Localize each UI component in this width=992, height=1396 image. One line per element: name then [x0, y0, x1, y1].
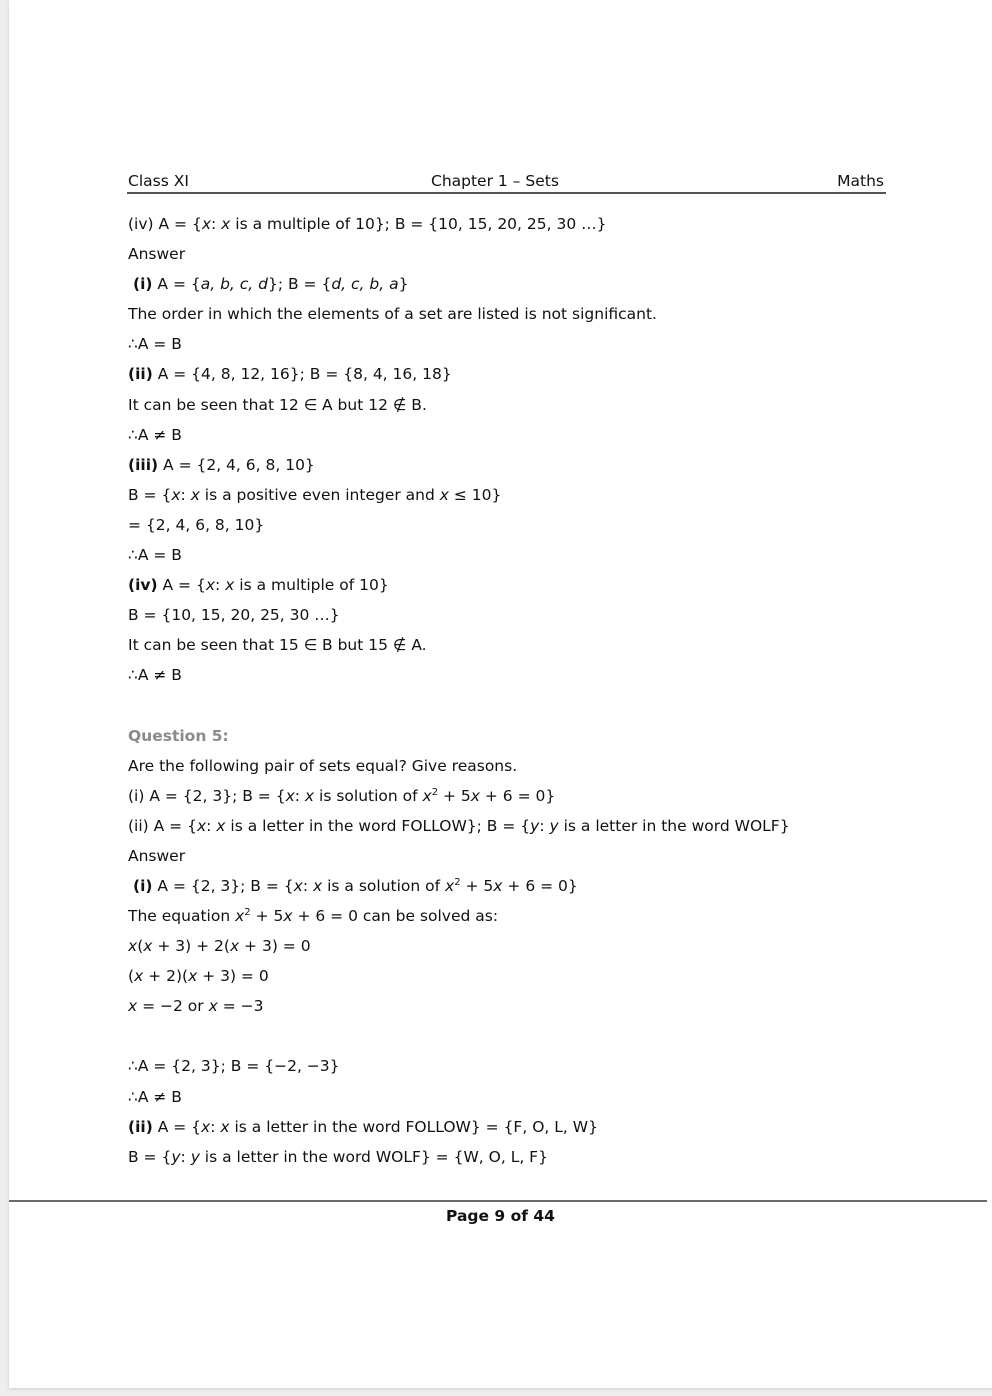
answer-i-reason: The order in which the elements of a set are listed is not significant. [128, 305, 657, 324]
header-class: Class XI [128, 172, 189, 190]
page-number: Page 9 of 44 [446, 1207, 555, 1225]
question-5-part-i: (i) A = {2, 3}; B = {x: x is solution of $x^2 + 5x + 6 = 0$} [128, 786, 556, 805]
answer-5-i-conclusion: ∴A ≠ B [128, 1087, 182, 1106]
question-5-prompt: Are the following pair of sets equal? Give reasons. [128, 756, 518, 775]
footer-divider [9, 1200, 987, 1202]
answer-ii-reason: It can be seen that 12 ∈ A but 12 ∉ B. [128, 395, 427, 414]
question-4-part-iv: (iv) A = {x: x is a multiple of 10}; B = {10, 15, 20, 25, 30 …} [128, 215, 607, 233]
answer-5-i-step-2: (x + 2)(x + 3) = 0 [128, 967, 269, 986]
answer-iii-set-b: B = {x: x is a positive even integer and x ≤ 10} [128, 485, 502, 504]
answer-label: Answer [128, 846, 186, 865]
header-chapter: Chapter 1 – Sets [431, 172, 559, 190]
answer-iii-conclusion: ∴A = B [128, 546, 182, 565]
answer-5-part-i: (i) A = {2, 3}; B = {x: x is a solution of $x^2 + 5x + 6 = 0$} [133, 876, 578, 895]
answer-i-conclusion: ∴A = B [128, 335, 182, 354]
question-5-part-ii: (ii) A = {x: x is a letter in the word FOLLOW}; B = {y: y is a letter in the word WOLF} [128, 816, 790, 835]
answer-part-iv: (iv) A = {x: x is a multiple of 10} [128, 576, 389, 595]
page-header [127, 172, 886, 194]
answer-iv-reason: It can be seen that 15 ∈ B but 15 ∉ A. [128, 636, 427, 655]
answer-5-i-conclusion-sets: ∴A = {2, 3}; B = {−2, −3} [128, 1057, 340, 1076]
answer-part-i: (i) A = {a, b, c, d}; B = {d, c, b, a} [133, 275, 409, 294]
answer-part-ii: (ii) A = {4, 8, 12, 16}; B = {8, 4, 16, 18} [128, 365, 452, 384]
answer-5-i-equation: The equation $x^2 + 5x + 6 = 0$ can be solved as: [128, 907, 499, 926]
answer-5-i-step-3: x = −2 or x = −3 [128, 997, 264, 1016]
answer-5-i-step-1: x(x + 3) + 2(x + 3) = 0 [128, 937, 311, 956]
answer-5-ii-set-b: B = {y: y is a letter in the word WOLF} = {W, O, L, F} [128, 1147, 548, 1166]
header-subject: Maths [837, 172, 884, 190]
page-content [128, 212, 888, 1175]
answer-iv-conclusion: ∴A ≠ B [128, 666, 182, 685]
answer-part-iii: (iii) A = {2, 4, 6, 8, 10} [128, 455, 315, 474]
answer-iv-set-b: B = {10, 15, 20, 25, 30 …} [128, 606, 340, 625]
answer-5-part-ii: (ii) A = {x: x is a letter in the word FOLLOW} = {F, O, L, W} [128, 1117, 598, 1136]
document-page [9, 0, 992, 1388]
answer-label: Answer [128, 245, 186, 264]
question-5-title: Question 5: [128, 726, 229, 745]
answer-ii-conclusion: ∴A ≠ B [128, 425, 182, 444]
answer-iii-equals: = {2, 4, 6, 8, 10} [128, 515, 265, 534]
